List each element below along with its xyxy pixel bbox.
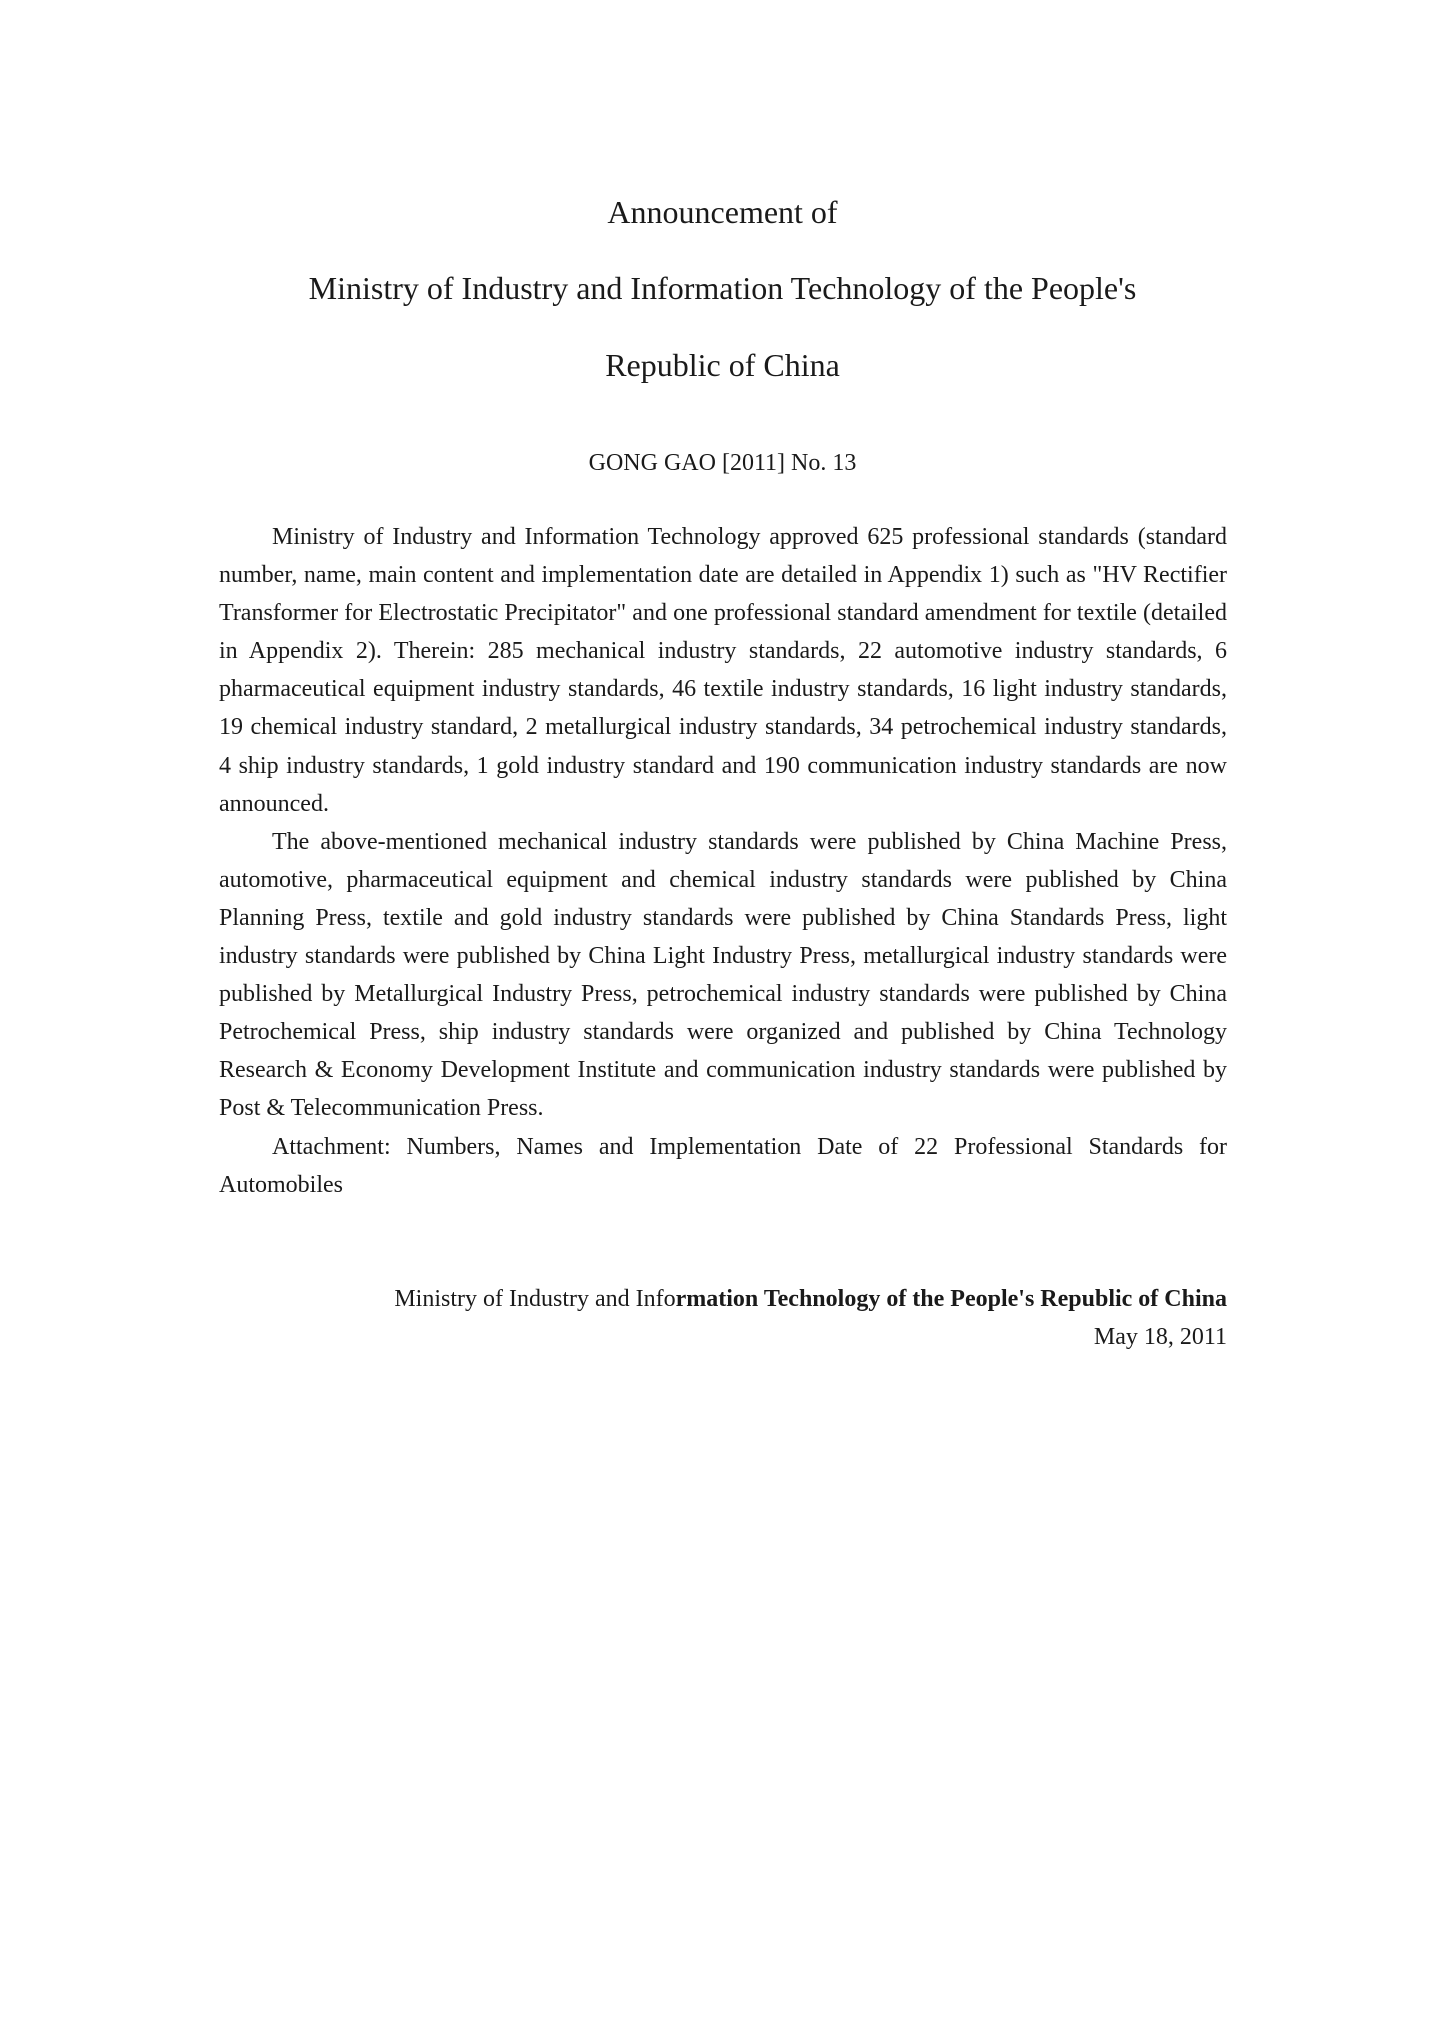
- title-line-2: Ministry of Industry and Information Technology of the People's: [308, 270, 1137, 306]
- signature-block: [394, 1280, 1227, 1356]
- paragraph-publishers: The above-mentioned mechanical industry standards were published by China Machine Press, automotive, pharmaceutical equipment and chemical industry standards were published by China Planning Press, textile and gold industry standards were published by China Standards Press, light industry standards were published by China Light Industry Press, metallurgical industry standards were published by Metallurgical Industry Press, petrochemical industry standards were published by China Petrochemical Press, ship industry standards were organized and published by China Technology Research & Economy Development Institute and communication industry standards were published by Post & Telecommunication Press.: [219, 828, 1227, 1122]
- signature-org-bold: rmation Technology of the People's Republic of China: [675, 1286, 1227, 1312]
- title-line-1: Announcement of: [607, 194, 838, 230]
- announcement-body: [219, 518, 1227, 1204]
- title-line-3: Republic of China: [605, 347, 840, 383]
- signature-date: May 18, 2011: [1093, 1324, 1227, 1350]
- signature-org-regular: Ministry of Industry and Info: [394, 1286, 676, 1312]
- paragraph-attachment: Attachment: Numbers, Names and Implementation Date of 22 Professional Standards for Automobiles: [219, 1133, 1227, 1198]
- document-number: GONG GAO [2011] No. 13: [588, 450, 857, 476]
- paragraph-standards-approved: Ministry of Industry and Information Technology approved 625 professional standards (standard number, name, main content and implementation date are detailed in Appendix 1) such as "HV Rectifier Transformer for Electrostatic Precipitator" and one professional standard amendment for textile (detailed in Appendix 2). Therein: 285 mechanical industry standards, 22 automotive industry standards, 6 pharmaceutical equipment industry standards, 46 textile industry standards, 16 light industry standards, 19 chemical industry standard, 2 metallurgical industry standards, 34 petrochemical industry standards, 4 ship industry standards, 1 gold industry standard and 190 communication industry standards are now announced.: [219, 524, 1227, 817]
- signature-organization: [394, 1280, 1227, 1318]
